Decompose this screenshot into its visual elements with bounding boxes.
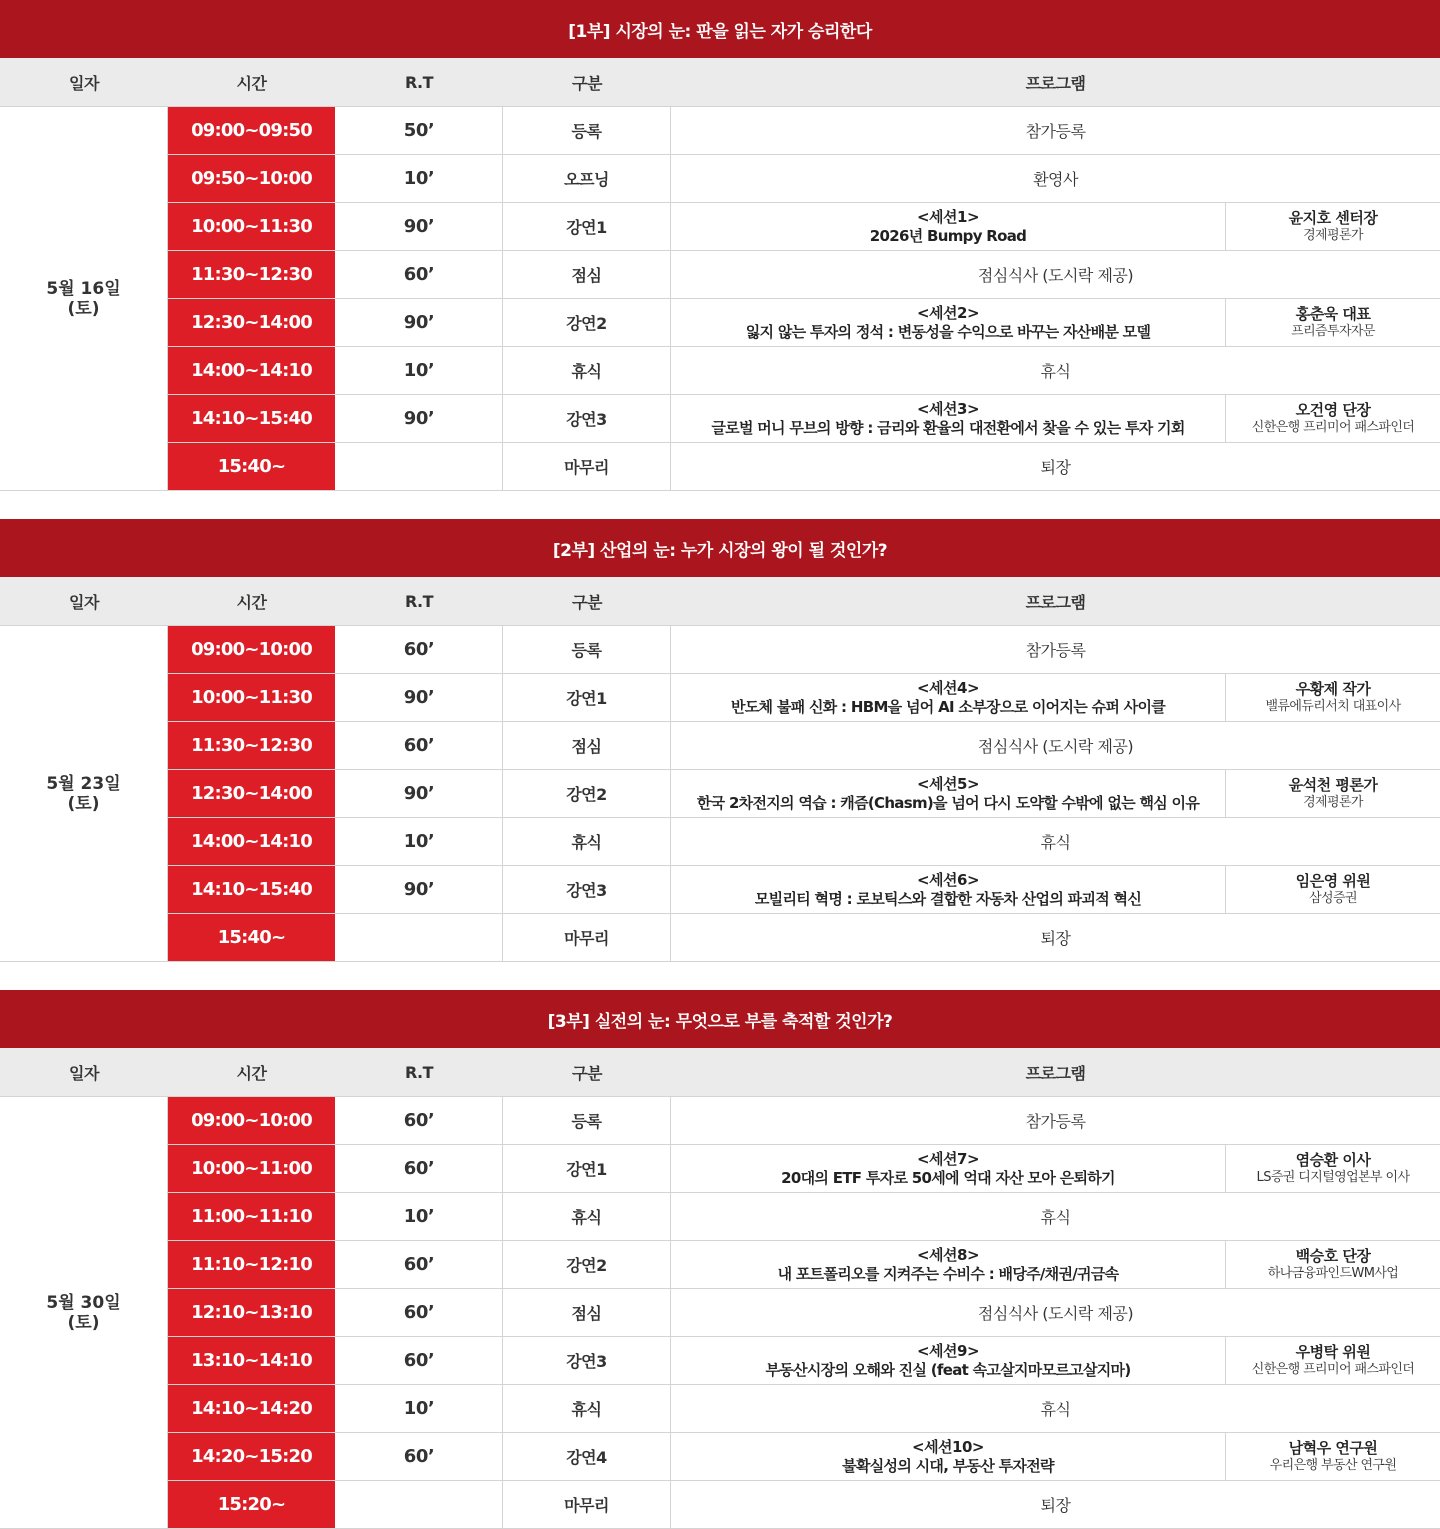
table-row xyxy=(168,866,1440,914)
time-cell: 14:10~15:40 xyxy=(168,866,335,913)
speaker-name: 우병탁 위원 xyxy=(1295,1342,1371,1361)
header-time: 시간 xyxy=(236,1063,267,1083)
header-rt: R.T xyxy=(404,591,434,611)
category-cell: 강연3 xyxy=(503,866,671,913)
speaker-info xyxy=(1226,1241,1440,1288)
header-date: 일자 xyxy=(69,1063,99,1083)
schedule-section xyxy=(0,990,1440,1529)
category-cell: 등록 xyxy=(503,626,671,673)
session-label: <세션1> xyxy=(916,207,980,226)
header-date: 일자 xyxy=(69,73,99,93)
talk-title: 내 포트폴리오를 지켜주는 수비수 : 배당주/채권/귀금속 xyxy=(777,1264,1119,1283)
speaker-name: 임은영 위원 xyxy=(1295,871,1371,890)
session-label: <세션8> xyxy=(916,1245,980,1264)
date-cell: 5월 16일 (토) xyxy=(0,107,168,491)
time-cell: 12:30~14:00 xyxy=(168,770,335,817)
session-label: <세션9> xyxy=(916,1341,980,1360)
speaker-org: 신한은행 프리미어 패스파인더 xyxy=(1251,419,1415,435)
section-title: [2부] 산업의 눈: 누가 시장의 왕이 될 것인가? xyxy=(0,519,1440,577)
program-cell xyxy=(671,1145,1440,1192)
speaker-name: 남혁우 연구원 xyxy=(1288,1438,1378,1457)
time-cell: 13:10~14:10 xyxy=(168,1337,335,1384)
program-cell xyxy=(671,299,1440,346)
talk-info xyxy=(671,1433,1226,1480)
header-category: 구분 xyxy=(572,73,602,93)
rt-cell: 60’ xyxy=(335,1145,503,1192)
rt-cell: 60’ xyxy=(335,251,503,298)
time-cell: 10:00~11:30 xyxy=(168,674,335,721)
date-cell: 5월 23일 (토) xyxy=(0,626,168,962)
rt-cell: 60’ xyxy=(335,1337,503,1384)
speaker-name: 홍춘욱 대표 xyxy=(1295,304,1371,323)
table-row xyxy=(168,1337,1440,1385)
speaker-org: 프리즘투자자문 xyxy=(1291,323,1375,339)
category-cell: 등록 xyxy=(503,107,671,154)
table-row xyxy=(168,722,1440,770)
category-cell: 강연4 xyxy=(503,1433,671,1480)
speaker-name: 윤석천 평론가 xyxy=(1288,775,1378,794)
speaker-info xyxy=(1226,866,1440,913)
table-header xyxy=(0,58,1440,107)
program-cell xyxy=(671,1241,1440,1288)
session-label: <세션7> xyxy=(916,1149,980,1168)
speaker-info xyxy=(1226,1145,1440,1192)
rt-cell: 10’ xyxy=(335,1193,503,1240)
time-cell: 15:40~ xyxy=(168,914,335,961)
table-row xyxy=(168,443,1440,491)
program-cell xyxy=(671,674,1440,721)
category-cell: 마무리 xyxy=(503,1481,671,1528)
table-row xyxy=(168,155,1440,203)
talk-title: 반도체 불패 신화 : HBM을 넘어 AI 소부장으로 이어지는 슈퍼 사이클 xyxy=(730,697,1166,716)
program-cell: 환영사 xyxy=(1033,170,1078,189)
rt-cell: 90’ xyxy=(335,395,503,442)
table-row xyxy=(168,626,1440,674)
table-row xyxy=(168,1241,1440,1289)
program-cell: 점심식사 (도시락 제공) xyxy=(977,1304,1134,1323)
category-cell: 강연1 xyxy=(503,674,671,721)
speaker-name: 우황제 작가 xyxy=(1295,679,1371,698)
program-cell xyxy=(671,1337,1440,1384)
section-gap xyxy=(0,962,1440,990)
talk-info xyxy=(671,674,1226,721)
speaker-org: 삼성증권 xyxy=(1309,890,1357,906)
table-rows xyxy=(168,1097,1440,1529)
category-cell: 점심 xyxy=(503,1289,671,1336)
table-row xyxy=(168,347,1440,395)
category-cell: 점심 xyxy=(503,251,671,298)
header-program: 프로그램 xyxy=(1025,1063,1086,1083)
time-cell: 14:20~15:20 xyxy=(168,1433,335,1480)
speaker-org: 경제평론가 xyxy=(1303,227,1363,243)
header-rt: R.T xyxy=(404,1062,434,1082)
table-row xyxy=(168,107,1440,155)
rt-cell: 60’ xyxy=(335,1241,503,1288)
speaker-name: 오건영 단장 xyxy=(1295,400,1371,419)
table-row xyxy=(168,1193,1440,1241)
talk-title: 불확실성의 시대, 부동산 투자전략 xyxy=(842,1456,1054,1475)
table-row xyxy=(168,1097,1440,1145)
category-cell: 오프닝 xyxy=(503,155,671,202)
time-cell: 12:10~13:10 xyxy=(168,1289,335,1336)
rt-cell: 50’ xyxy=(335,107,503,154)
program-cell: 점심식사 (도시락 제공) xyxy=(977,266,1134,285)
category-cell: 강연2 xyxy=(503,770,671,817)
session-label: <세션6> xyxy=(916,870,980,889)
time-cell: 11:30~12:30 xyxy=(168,251,335,298)
program-cell: 퇴장 xyxy=(1040,458,1071,477)
talk-title: 글로벌 머니 무브의 방향 : 금리와 환율의 대전환에서 찾을 수 있는 투자 기회 xyxy=(711,418,1185,437)
program-cell: 퇴장 xyxy=(1040,929,1071,948)
table-row xyxy=(168,674,1440,722)
table-body xyxy=(0,1097,1440,1529)
category-cell: 마무리 xyxy=(503,914,671,961)
table-body xyxy=(0,626,1440,962)
category-cell: 강연3 xyxy=(503,395,671,442)
section-title: [1부] 시장의 눈: 판을 읽는 자가 승리한다 xyxy=(0,0,1440,58)
talk-title: 20대의 ETF 투자로 50세에 억대 자산 모아 은퇴하기 xyxy=(781,1168,1115,1187)
table-body xyxy=(0,107,1440,491)
rt-cell: 10’ xyxy=(335,818,503,865)
table-row xyxy=(168,299,1440,347)
program-cell: 참가등록 xyxy=(1025,641,1086,660)
speaker-name: 백승호 단장 xyxy=(1295,1246,1371,1265)
program-cell xyxy=(671,866,1440,913)
category-cell: 강연2 xyxy=(503,1241,671,1288)
rt-cell: 60’ xyxy=(335,722,503,769)
table-rows xyxy=(168,107,1440,491)
time-cell: 10:00~11:00 xyxy=(168,1145,335,1192)
program-cell xyxy=(671,203,1440,250)
header-date: 일자 xyxy=(69,592,99,612)
table-row xyxy=(168,1145,1440,1193)
program-cell: 참가등록 xyxy=(1025,122,1086,141)
program-cell: 퇴장 xyxy=(1040,1496,1071,1515)
talk-info xyxy=(671,1241,1226,1288)
table-row xyxy=(168,1385,1440,1433)
talk-info xyxy=(671,203,1226,250)
speaker-name: 염승환 이사 xyxy=(1295,1150,1371,1169)
talk-title: 한국 2차전지의 역습 : 캐즘(Chasm)을 넘어 다시 도약할 수밖에 없는 핵심 이유 xyxy=(696,793,1200,812)
talk-title: 모빌리티 혁명 : 로보틱스와 결합한 자동차 산업의 파괴적 혁신 xyxy=(754,889,1142,908)
table-row xyxy=(168,1289,1440,1337)
header-time: 시간 xyxy=(236,592,267,612)
category-cell: 등록 xyxy=(503,1097,671,1144)
category-cell: 점심 xyxy=(503,722,671,769)
rt-cell: 90’ xyxy=(335,203,503,250)
speaker-info xyxy=(1226,299,1440,346)
category-cell: 휴식 xyxy=(503,347,671,394)
time-cell: 09:50~10:00 xyxy=(168,155,335,202)
category-cell: 마무리 xyxy=(503,443,671,490)
date-cell: 5월 30일 (토) xyxy=(0,1097,168,1529)
table-rows xyxy=(168,626,1440,962)
talk-title: 잃지 않는 투자의 정석 : 변동성을 수익으로 바꾸는 자산배분 모델 xyxy=(745,322,1151,341)
session-label: <세션2> xyxy=(916,303,980,322)
program-cell: 휴식 xyxy=(1040,1400,1071,1419)
speaker-org: 하나금융파인드WM사업 xyxy=(1267,1265,1399,1281)
table-row xyxy=(168,1481,1440,1529)
speaker-org: 우리은행 부동산 연구원 xyxy=(1269,1457,1397,1473)
section-gap xyxy=(0,491,1440,519)
program-cell xyxy=(671,1433,1440,1480)
header-category: 구분 xyxy=(572,1063,602,1083)
table-header xyxy=(0,1048,1440,1097)
speaker-info xyxy=(1226,674,1440,721)
program-cell xyxy=(671,770,1440,817)
time-cell: 15:40~ xyxy=(168,443,335,490)
category-cell: 강연1 xyxy=(503,203,671,250)
table-row xyxy=(168,818,1440,866)
talk-title: 부동산시장의 오해와 진실 (feat 속고살지마모르고살지마) xyxy=(765,1360,1131,1379)
time-cell: 11:00~11:10 xyxy=(168,1193,335,1240)
rt-cell: 90’ xyxy=(335,866,503,913)
table-row xyxy=(168,1433,1440,1481)
time-cell: 11:30~12:30 xyxy=(168,722,335,769)
time-cell: 10:00~11:30 xyxy=(168,203,335,250)
rt-cell xyxy=(335,1481,503,1528)
category-cell: 휴식 xyxy=(503,818,671,865)
schedule-section xyxy=(0,519,1440,962)
time-cell: 09:00~09:50 xyxy=(168,107,335,154)
table-row xyxy=(168,770,1440,818)
category-cell: 휴식 xyxy=(503,1385,671,1432)
table-row xyxy=(168,395,1440,443)
time-cell: 14:00~14:10 xyxy=(168,818,335,865)
session-label: <세션10> xyxy=(912,1437,984,1456)
table-row xyxy=(168,203,1440,251)
program-cell: 참가등록 xyxy=(1025,1112,1086,1131)
speaker-org: 신한은행 프리미어 패스파인더 xyxy=(1251,1361,1415,1377)
talk-info xyxy=(671,1337,1226,1384)
time-cell: 14:00~14:10 xyxy=(168,347,335,394)
rt-cell: 60’ xyxy=(335,1433,503,1480)
header-program: 프로그램 xyxy=(1025,592,1086,612)
rt-cell xyxy=(335,914,503,961)
session-label: <세션4> xyxy=(916,678,980,697)
time-cell: 15:20~ xyxy=(168,1481,335,1528)
speaker-org: 경제평론가 xyxy=(1303,794,1363,810)
time-cell: 12:30~14:00 xyxy=(168,299,335,346)
time-cell: 14:10~15:40 xyxy=(168,395,335,442)
program-cell: 휴식 xyxy=(1040,833,1071,852)
time-cell: 14:10~14:20 xyxy=(168,1385,335,1432)
program-cell: 휴식 xyxy=(1040,1208,1071,1227)
table-header xyxy=(0,577,1440,626)
rt-cell: 60’ xyxy=(335,1289,503,1336)
header-program: 프로그램 xyxy=(1025,73,1086,93)
time-cell: 11:10~12:10 xyxy=(168,1241,335,1288)
talk-info xyxy=(671,395,1226,442)
table-row xyxy=(168,914,1440,962)
rt-cell xyxy=(335,443,503,490)
category-cell: 강연3 xyxy=(503,1337,671,1384)
speaker-org: LS증권 디지털영업본부 이사 xyxy=(1256,1169,1410,1185)
speaker-info xyxy=(1226,1433,1440,1480)
program-cell: 휴식 xyxy=(1040,362,1071,381)
schedule-section xyxy=(0,0,1440,491)
rt-cell: 10’ xyxy=(335,347,503,394)
program-cell: 점심식사 (도시락 제공) xyxy=(977,737,1134,756)
program-cell xyxy=(671,395,1440,442)
header-time: 시간 xyxy=(236,73,267,93)
speaker-info xyxy=(1226,203,1440,250)
talk-info xyxy=(671,770,1226,817)
header-category: 구분 xyxy=(572,592,602,612)
speaker-info xyxy=(1226,770,1440,817)
category-cell: 휴식 xyxy=(503,1193,671,1240)
category-cell: 강연1 xyxy=(503,1145,671,1192)
rt-cell: 90’ xyxy=(335,299,503,346)
speaker-org: 밸류에듀리서치 대표이사 xyxy=(1265,698,1401,714)
talk-info xyxy=(671,299,1226,346)
time-cell: 09:00~10:00 xyxy=(168,626,335,673)
rt-cell: 60’ xyxy=(335,1097,503,1144)
session-label: <세션5> xyxy=(916,774,980,793)
rt-cell: 10’ xyxy=(335,1385,503,1432)
session-label: <세션3> xyxy=(916,399,980,418)
speaker-info xyxy=(1226,1337,1440,1384)
table-row xyxy=(168,251,1440,299)
time-cell: 09:00~10:00 xyxy=(168,1097,335,1144)
rt-cell: 90’ xyxy=(335,770,503,817)
rt-cell: 10’ xyxy=(335,155,503,202)
category-cell: 강연2 xyxy=(503,299,671,346)
talk-info xyxy=(671,1145,1226,1192)
speaker-info xyxy=(1226,395,1440,442)
section-title: [3부] 실전의 눈: 무엇으로 부를 축적할 것인가? xyxy=(0,990,1440,1048)
speaker-name: 윤지호 센터장 xyxy=(1288,208,1378,227)
rt-cell: 90’ xyxy=(335,674,503,721)
rt-cell: 60’ xyxy=(335,626,503,673)
header-rt: R.T xyxy=(404,72,434,92)
talk-info xyxy=(671,866,1226,913)
talk-title: 2026년 Bumpy Road xyxy=(869,226,1027,245)
